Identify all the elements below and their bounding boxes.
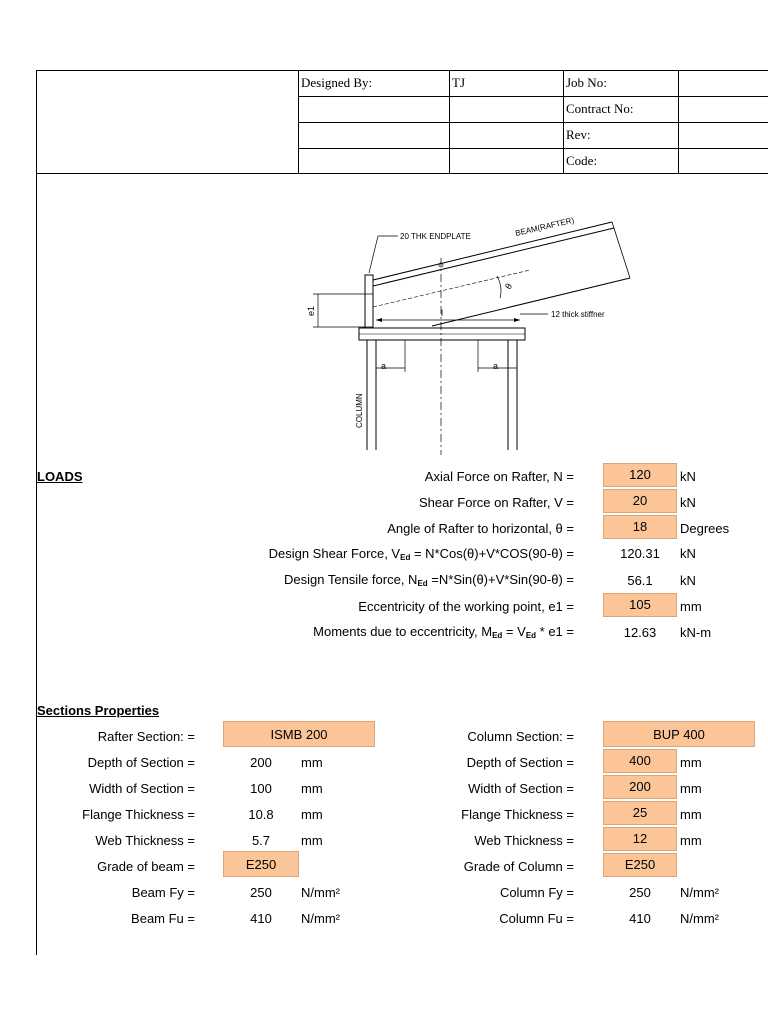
beam-fu-value: 410 [250,911,272,926]
rafter-angle-label: Angle of Rafter to horizontal, θ = [387,521,574,536]
column-width-input[interactable]: 200 [603,775,677,799]
rafter-web-label: Web Thickness = [95,833,195,848]
a-label-right: a [493,361,499,371]
column-width-unit: mm [680,781,702,796]
page-left-border [36,70,37,955]
column-label: COLUMN [355,393,364,428]
header-row-divider [298,96,768,97]
column-depth-input[interactable]: 400 [603,749,677,773]
stiffener-label: 12 thick stiffner [551,310,605,319]
design-tensile-unit: kN [680,573,696,588]
contract-no-label: Contract No: [566,101,634,116]
rafter-width-label: Width of Section = [89,781,195,796]
beam-fu-unit: N/mm² [301,911,340,926]
code-label: Code: [566,153,598,168]
rafter-grade-label: Grade of beam = [97,859,195,874]
header-col-divider [678,70,679,173]
header-col-divider [563,70,564,173]
beam-fy-value: 250 [250,885,272,900]
column-flange-label: Flange Thickness = [461,807,574,822]
header-col-divider [449,70,450,173]
sections-heading: Sections Properties [37,703,160,718]
rafter-angle-unit: Degrees [680,521,730,536]
moment-unit: kN-m [680,625,712,640]
axial-force-label: Axial Force on Rafter, N = [424,469,574,484]
column-width-label: Width of Section = [468,781,574,796]
column-fy-unit: N/mm² [680,885,719,900]
endplate-label: 20 THK ENDPLATE [400,232,471,241]
rafter-flange-value: 10.8 [248,807,274,822]
rafter-depth-unit: mm [301,755,323,770]
header-row-divider [298,122,768,123]
column-depth-label: Depth of Section = [466,755,574,770]
header-top-border [36,70,768,71]
rafter-section-input[interactable]: ISMB 200 [223,721,375,747]
column-web-label: Web Thickness = [474,833,574,848]
rafter-flange-unit: mm [301,807,323,822]
column-fu-value: 410 [629,911,651,926]
loads-heading: LOADS [37,469,83,484]
column-fy-value: 250 [629,885,651,900]
job-no-label: Job No: [566,75,607,90]
column-grade-label: Grade of Column = [463,859,574,874]
a-label-left: a [381,361,387,371]
shear-force-unit: kN [680,495,696,510]
column-flange-unit: mm [680,807,702,822]
shear-force-label: Shear Force on Rafter, V = [419,495,574,510]
rafter-grade-input[interactable]: E250 [223,851,299,877]
header-col-divider [298,70,299,173]
moment-value: 12.63 [623,625,657,640]
rafter-width-value: 100 [250,781,272,796]
column-web-unit: mm [680,833,702,848]
header-row-divider [298,148,768,149]
shear-force-input[interactable]: 20 [603,489,677,513]
designed-by-label: Designed By: [301,75,373,90]
beam-label: BEAM(RAFTER) [514,215,575,238]
rev-label: Rev: [566,127,591,142]
connection-diagram [296,205,636,455]
e1-label: e1 [306,305,316,316]
beam-fu-label: Beam Fu = [131,911,195,926]
column-section-input[interactable]: BUP 400 [603,721,755,747]
header-bottom-border [36,173,768,174]
l-label: l [441,308,443,318]
column-section-label: Column Section: = [467,729,574,744]
beam-fy-label: Beam Fy = [131,885,195,900]
column-depth-unit: mm [680,755,702,770]
column-fy-label: Column Fy = [499,885,574,900]
design-shear-value: 120.31 [620,546,660,561]
column-fu-unit: N/mm² [680,911,719,926]
design-shear-unit: kN [680,546,696,561]
rafter-depth-value: 200 [250,755,272,770]
rafter-section-label: Rafter Section: = [97,729,195,744]
beam-fy-unit: N/mm² [301,885,340,900]
rafter-web-value: 5.7 [251,833,271,848]
column-grade-input[interactable]: E250 [603,853,677,877]
eccentricity-input[interactable]: 105 [603,593,677,617]
rafter-angle-input[interactable]: 18 [603,515,677,539]
rafter-web-unit: mm [301,833,323,848]
design-tensile-value: 56.1 [627,573,653,588]
theta-label: θ [503,281,515,291]
axial-force-input[interactable]: 120 [603,463,677,487]
eccentricity-label: Eccentricity of the working point, e1 = [358,599,574,614]
moment-label: Moments due to eccentricity, $M_{Ed} = V_{Ed} * e1$ = [313,624,574,640]
rafter-flange-label: Flange Thickness = [82,807,195,822]
column-web-input[interactable]: 12 [603,827,677,851]
eccentricity-unit: mm [680,599,702,614]
axial-force-unit: kN [680,469,696,484]
column-fu-label: Column Fu = [499,911,574,926]
rafter-width-unit: mm [301,781,323,796]
column-flange-input[interactable]: 25 [603,801,677,825]
design-shear-label: Design Shear Force, $V_{Ed} = N*Cos(\theta)+V*COS(90-\theta)$ = [268,546,574,562]
designed-by-value[interactable]: TJ [452,75,465,90]
design-tensile-label: Design Tensile force, $N_{Ed} =N*Sin(\theta)+V*Sin(90-\theta)$ = [284,572,574,588]
rafter-depth-label: Depth of Section = [87,755,195,770]
